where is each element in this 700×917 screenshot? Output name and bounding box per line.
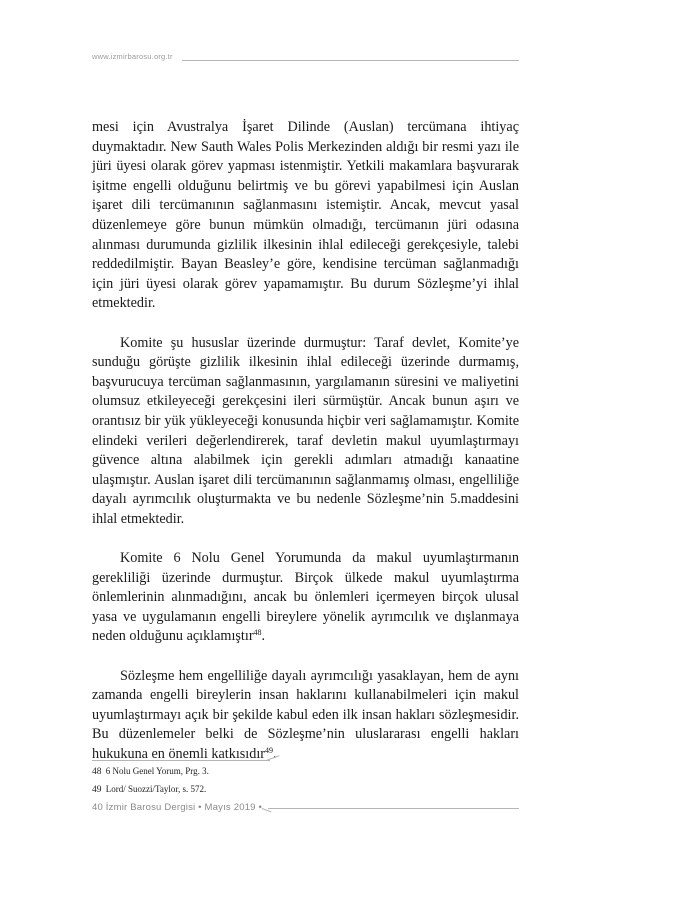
footnote-ref[interactable]: 48 (253, 628, 262, 638)
footnote-number: 48 (92, 767, 102, 777)
footer-rule (268, 808, 519, 809)
footnote-ref[interactable]: 49 (264, 746, 273, 755)
paragraph: mesi için Avustralya İşaret Dilinde (Auslan) tercümana ihtiyaç duymaktadır. New Sauth Wales Polis Merkezinden aldığı bir resmi yazı ile jüri üyesi olarak görev yapması istenmiştir. Yetkili makamlara başvurarak işitme engelli olduğunu belirtmiş ve bu görevi yapabilmesi için Auslan işaret dili tercümanının sağlanmasını istemiştir. Ancak, mevcut yasal düzenlemeye göre bunun mümkün olmadığı, tercümanın jüri odasına alınması durumunda gizlilik ilkesinin ihlal edileceği gerekçesiyle, talebi reddedilmiştir. Bayan Beasley’e göre, kendisine tercüman sağlanmadığı için jüri üyesi olarak görev yapamamıştır. Bu durum Sözleşme’yi ihlal etmektedir. (92, 119, 519, 312)
paragraph: Sözleşme hem engelliliğe dayalı ayrımcılığı yasaklayan, hem de aynı zamanda engelli bireylerin insan haklarını kullanabilmeleri için makul uyumlaştırmayı açık bir şekilde kabul eden ilk insan hakları sözleşmesidir. Bu düzenlemeler belki de Sözleşme’nin uluslararası engelli hakları hukukuna en önemli katkısıdır$^{49}$. (92, 667, 519, 762)
paragraph: Komite şu hususlar üzerinde durmuştur: Taraf devlet, Komite’ye sunduğu görüşte gizlilik ilkesinin ihlal edileceği üzerinde durmamış, başvurucuya tercüman sağlanmasının, yargılamanın süresini ve maliyetini olumsuz etkileyeceği gerekçesini ileri sürmüştür. Ancak bunun aşırı ve orantısız bir yük yükleyeceği konusunda hiçbir veri sağlamamıştır. Komite elindeki verileri değerlendirerek, taraf devletin makul uyumlaştırmayı güvence altına alabilmek için gerekli adımları atmadığı kanaatine ulaşmıştır. Auslan işaret dili tercümanının sağlanmamış olması, engelliliğe dayalı ayrımcılık oluşturmakta ve bu nedenle Sözleşme’nin 5.maddesini ihlal etmektedir. (92, 334, 519, 527)
header-url: www.izmirbarosu.org.tr (92, 52, 173, 61)
body-text (92, 118, 519, 765)
footer-text: 40 İzmir Barosu Dergisi • Mayıs 2019 • (92, 802, 263, 813)
footnote-number: 49 (92, 785, 102, 795)
paragraph: Komite 6 Nolu Genel Yorumunda da makul uyumlaştırmanın gerekliliği üzerinde durmuştur. Birçok ülkede makul uyumlaştırma önlemlerinin alınmadığını, ancak bu önlemleri içermeyen birçok ulusal yasa ve uygulamanın engelli bireylere yönelik ayrımcılık ve dışlanmaya neden olduğunu açıklamıştır$^{48}$. (92, 550, 519, 645)
footnote-text: Lord/ Suozzi/Taylor, s. 572. (105, 784, 207, 794)
footnote (92, 766, 209, 777)
footnote-text: 6 Nolu Genel Yorum, Prg. 3. (105, 766, 209, 776)
header-rule (182, 60, 519, 61)
footnote (92, 784, 206, 795)
